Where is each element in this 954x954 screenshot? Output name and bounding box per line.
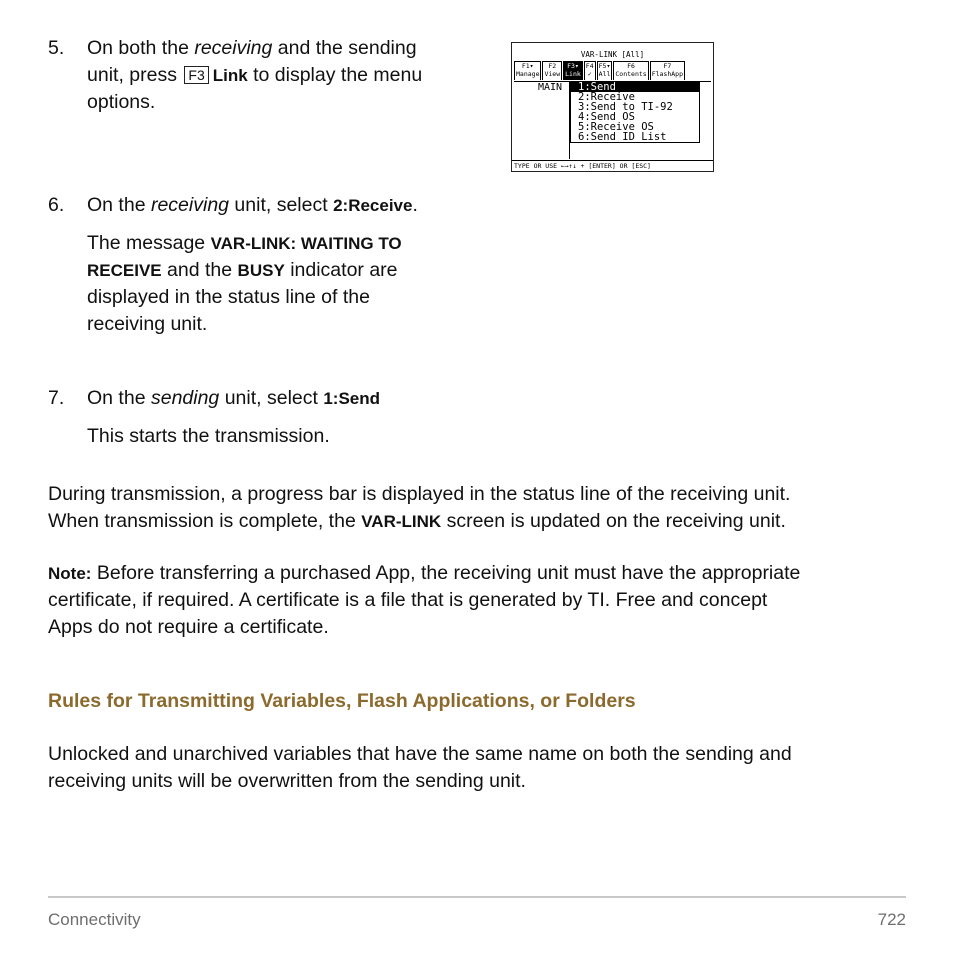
page-number: 722 [877, 910, 906, 929]
calculator-screenshot [511, 42, 714, 172]
f3-key-icon: F3 [184, 66, 208, 84]
calculator-link-menu [570, 81, 700, 143]
menu-item-send: 1:Send [571, 82, 699, 92]
fkey-f1: F1▾ Manage [516, 62, 540, 78]
section-heading: Rules for Transmitting Variables, Flash Applications, or Folders [48, 690, 636, 712]
fkey-f3: F3▾ Link [565, 62, 581, 78]
fkey-f2: F2 View [544, 62, 561, 78]
step-5-line-1: On both the receiving and the sending [87, 37, 417, 59]
step-5-line-3: options. [87, 91, 156, 113]
note-label: Note: [48, 564, 92, 583]
menu-item-send-os: 4:Send OS [578, 111, 635, 123]
step-5-line-2: unit, press F3 Link to display the menu [87, 64, 423, 86]
message-line-2: RECEIVE and the BUSY indicator are [87, 259, 398, 281]
calculator-function-keys [514, 61, 711, 82]
message-line-3: displayed in the status line of the [87, 286, 370, 308]
calculator-status-line: TYPE OR USE ←→↑↓ + [ENTER] OR [ESC] [514, 162, 651, 170]
step-5-text [87, 35, 487, 116]
rules-paragraph: Unlocked and unarchived variables that have the same name on both the sending and receiving units will be overwritten from the sending unit. [48, 743, 792, 792]
menu-item-receive-os: 5:Receive OS [578, 121, 654, 133]
calculator-status-divider [512, 160, 713, 161]
step-6-text: On the receiving unit, select 2:Receive. [87, 194, 418, 216]
step-number: 6. [48, 194, 65, 216]
menu-item-receive: 2:Receive [578, 91, 635, 103]
message-line-1: The message VAR-LINK: WAITING TO [87, 232, 402, 254]
transmission-paragraph: During transmission, a progress bar is displayed in the status line of the receiving unit. When transmission is complete, the VAR-LINK screen is updated on the receiving unit. [48, 483, 791, 532]
step-6-message [87, 230, 507, 338]
step-7-followup: This starts the transmission. [87, 425, 330, 447]
menu-item-send-id-list: 6:Send ID List [578, 131, 667, 143]
menu-item-send-to-ti92: 3:Send to TI-92 [578, 101, 673, 113]
fkey-f7: F7 FlashApp [651, 62, 683, 78]
calculator-folder-main: MAIN [538, 82, 563, 93]
message-line-4: receiving unit. [87, 313, 208, 335]
calculator-title: VAR-LINK [All] [580, 50, 645, 59]
footer-section: Connectivity [48, 910, 141, 929]
receive-option: 2:Receive [333, 196, 413, 215]
note-paragraph: Note: Before transferring a purchased App, the receiving unit must have the appropriate certificate, if required. A certificate is a file that is generated by TI. Free and concept Apps do not require a certificate. [48, 562, 801, 638]
send-option: 1:Send [323, 389, 381, 408]
step-7-text: On the sending unit, select 1:Send [87, 387, 381, 409]
fkey-f6: F6 Contents [615, 62, 647, 78]
fkey-f5: F5▾ All [598, 62, 611, 78]
fkey-f4: F4 ✓ [585, 62, 594, 78]
link-key-label: Link [212, 66, 248, 85]
step-number: 7. [48, 387, 65, 409]
footer-rule [48, 896, 906, 898]
calculator-top-strip [512, 43, 713, 49]
step-number: 5. [48, 37, 65, 59]
